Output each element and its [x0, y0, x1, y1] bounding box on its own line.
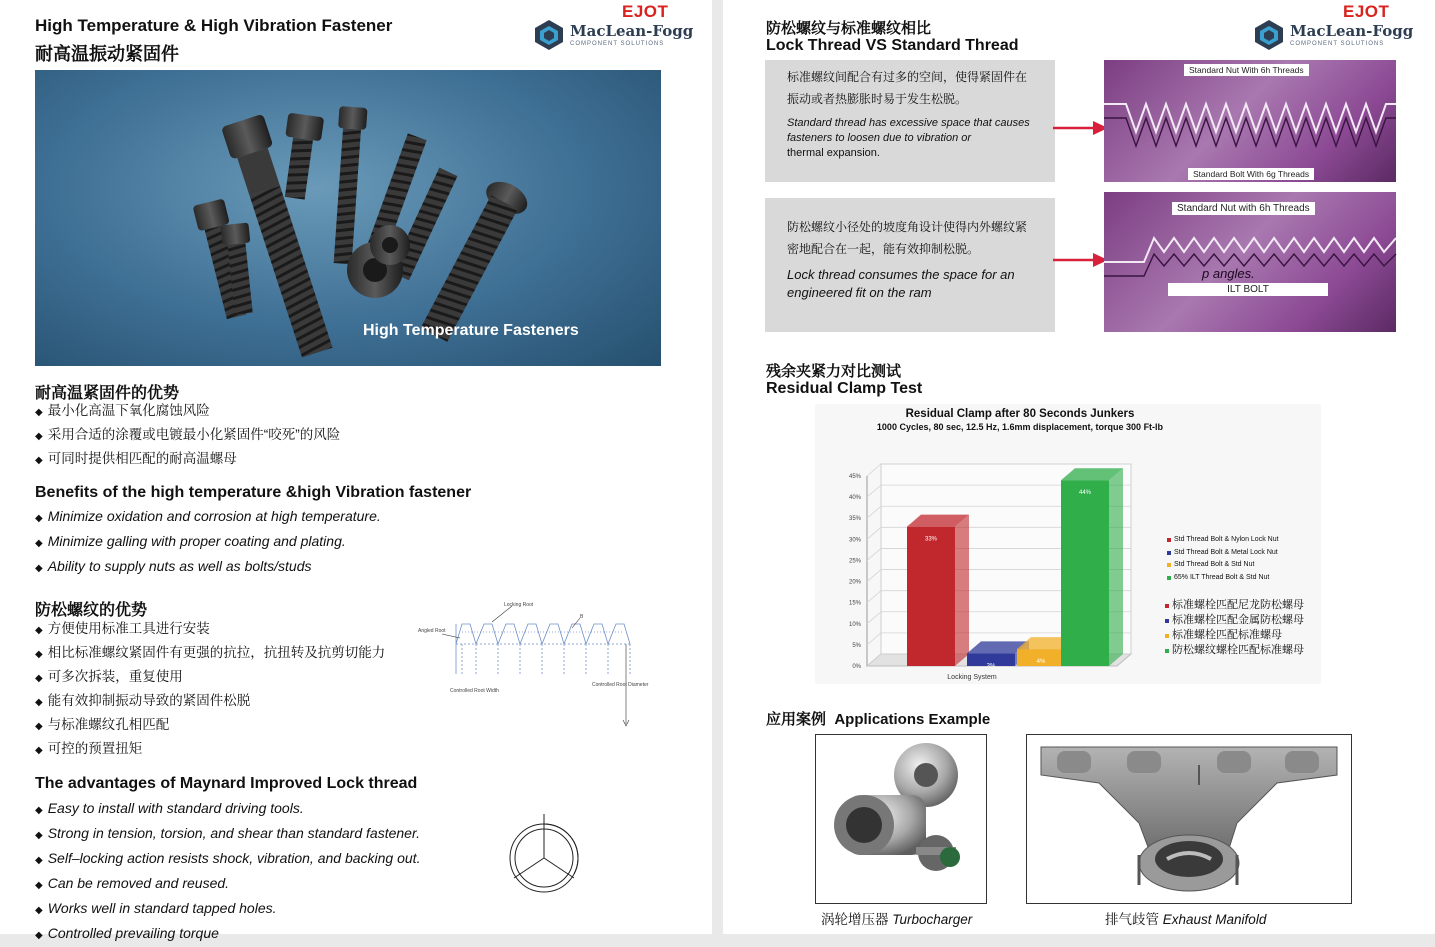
ejot-logo: EJOT	[622, 2, 669, 21]
left-page	[0, 0, 712, 941]
thread-cross-section-diagram	[500, 812, 588, 902]
chart-x-axis-label: Locking System	[947, 674, 997, 681]
maclean-fogg-sub: COMPONENT SOLUTIONS	[1290, 40, 1385, 47]
maclean-fogg-name: MacLean-Fogg	[1290, 21, 1414, 40]
legend-swatch	[1167, 576, 1171, 580]
chart-data-label: 3%	[986, 663, 996, 670]
exhaust-manifold-caption: 排气歧管 Exhaust Manifold	[1105, 912, 1267, 927]
maclean-fogg-name: MacLean-Fogg	[570, 21, 694, 40]
residual-title-en: Residual Clamp Test	[766, 380, 923, 397]
list-item: ◆ Ability to supply nuts as well as bolts/studs	[35, 558, 312, 574]
applications-title: 应用案例 Applications Example	[766, 711, 991, 728]
hexagon-logo-icon	[1254, 19, 1284, 51]
advantages-cn-list	[35, 400, 340, 472]
lock-nut-label: Standard Nut with 6h Threads	[1172, 202, 1315, 215]
chart-legend-cn	[1165, 598, 1304, 658]
hero-fasteners-image	[35, 70, 661, 366]
maclean-fogg-logo	[1254, 19, 1413, 51]
legend-swatch	[1165, 604, 1169, 608]
chart-y-tick-label: 10%	[848, 621, 861, 628]
angles-text: p angles.	[1202, 266, 1255, 281]
chart-y-tick-label: 15%	[848, 600, 861, 607]
advantages-cn-title: 耐高温紧固件的优势	[35, 385, 180, 402]
list-item: ◆ Self–locking action resists shock, vibration, and backing out.	[35, 850, 421, 866]
chart-title: Residual Clamp after 80 Seconds Junkers	[905, 408, 1135, 420]
legend-swatch	[1167, 563, 1171, 567]
arrow-right-icon	[1053, 120, 1108, 136]
turbocharger-caption: 涡轮增压器 Turbocharger	[821, 912, 973, 927]
lock-thread-cn: 防松螺纹小径处的坡度角设计使得内外螺纹紧密地配合在一起，能有效抑制松脱。	[787, 220, 1028, 256]
lock-thread-en: Lock thread consumes the space for an engineered fit on the ram	[787, 267, 1015, 300]
maclean-fogg-sub: COMPONENT SOLUTIONS	[570, 40, 665, 47]
legend-swatch	[1167, 538, 1171, 542]
list-item: ◆ 可控的预置扭矩	[35, 741, 143, 756]
lock-cn-list	[35, 618, 385, 762]
std-nut-label: Standard Nut With 6h Threads	[1184, 64, 1309, 76]
legend-swatch	[1165, 649, 1169, 653]
legend-item: 防松螺纹螺栓匹配标准螺母	[1165, 643, 1304, 658]
lock-thread-description	[765, 198, 1055, 332]
chart-bar	[1061, 480, 1109, 666]
controlled-root-diameter-label: Controlled Root Diameter	[592, 682, 649, 688]
chart-y-tick-label: 30%	[848, 537, 861, 544]
list-item: ◆ 最小化高温下氧化腐蚀风险	[35, 403, 210, 418]
list-item: ◆ 与标准螺纹孔相匹配	[35, 717, 170, 732]
list-item: ◆ 能有效抑制振动导致的紧固件松脱	[35, 693, 251, 708]
list-item: ◆ Minimize oxidation and corrosion at high temperature.	[35, 508, 381, 524]
legend-item: 标准螺栓匹配金属防松螺母	[1165, 613, 1304, 628]
ejot-logo: EJOT	[1343, 2, 1390, 21]
list-item: ◆ 可同时提供相匹配的耐高温螺母	[35, 451, 237, 466]
legend-swatch	[1167, 551, 1171, 555]
hero-caption: High Temperature Fasteners	[363, 322, 579, 339]
chart-data-label: 44%	[1078, 490, 1092, 497]
list-item: ◆ Can be removed and reused.	[35, 875, 230, 891]
legend-item: Std Thread Bolt & Nylon Lock Nut	[1167, 534, 1279, 547]
list-item: ◆ 采用合适的涂覆或电镀最小化紧固件“咬死”的风险	[35, 427, 341, 442]
chart-y-tick-label: 45%	[848, 474, 861, 480]
exhaust-manifold-image	[1026, 734, 1352, 904]
thread-profile-diagram	[412, 596, 674, 730]
std-bolt-label: Standard Bolt With 6g Threads	[1188, 168, 1314, 180]
legend-item: 标准螺栓匹配标准螺母	[1165, 628, 1304, 643]
compare-title-en: Lock Thread VS Standard Thread	[766, 37, 1019, 54]
chart-y-tick-label: 25%	[848, 558, 861, 565]
chart-y-tick-label: 20%	[848, 579, 861, 586]
chart-y-tick-label: 5%	[852, 642, 861, 649]
maynard-title: The advantages of Maynard Improved Lock thread	[35, 775, 418, 792]
list-item: ◆ Strong in tension, torsion, and shear than standard fastener.	[35, 825, 420, 841]
standard-thread-cn: 标准螺纹间配合有过多的空间，使得紧固件在振动或者热膨胀时易于发生松脱。	[787, 70, 1028, 106]
chart-bar-side	[955, 515, 969, 666]
angled-root-label: Angled Root	[418, 628, 446, 634]
standard-thread-en-b: thermal expansion.	[787, 147, 880, 159]
legend-item: 65% ILT Thread Bolt & Std Nut	[1167, 572, 1279, 585]
maynard-list	[35, 797, 420, 947]
list-item: ◆ Minimize galling with proper coating and plating.	[35, 533, 346, 549]
page-title-en: High Temperature & High Vibration Fastener	[35, 16, 393, 35]
legend-item: 标准螺栓匹配尼龙防松螺母	[1165, 598, 1304, 613]
lock-thread-image	[1104, 192, 1396, 332]
lock-cn-title: 防松螺纹的优势	[35, 602, 148, 619]
chart-y-tick-label: 40%	[848, 495, 861, 502]
list-item: ◆ 相比标准螺纹紧固件有更强的抗拉，抗扭转及抗剪切能力	[35, 645, 386, 660]
turbocharger-image	[815, 734, 987, 904]
compare-title-cn: 防松螺纹与标准螺纹相比	[766, 20, 932, 37]
controlled-root-width-label: Controlled Root Width	[450, 688, 499, 694]
legend-item: Std Thread Bolt & Std Nut	[1167, 559, 1279, 572]
standard-thread-description	[765, 60, 1055, 182]
hexagon-logo-icon	[534, 19, 564, 51]
right-page	[723, 0, 1435, 934]
standard-thread-image	[1104, 60, 1396, 182]
list-item: ◆ Controlled prevailing torque	[35, 925, 219, 941]
list-item: ◆ 可多次拆装，重复使用	[35, 669, 183, 684]
chart-legend-en	[1167, 534, 1279, 584]
chart-y-tick-label: 35%	[848, 516, 861, 523]
benefits-en-list	[35, 505, 381, 580]
page-title-cn: 耐高温振动紧固件	[35, 44, 179, 64]
chart-data-label: 33%	[924, 536, 938, 543]
list-item: ◆ Works well in standard tapped holes.	[35, 900, 277, 916]
chart-bar	[907, 527, 955, 666]
list-item: ◆ 方便使用标准工具进行安装	[35, 621, 210, 636]
legend-item: Std Thread Bolt & Metal Lock Nut	[1167, 547, 1279, 560]
maclean-fogg-logo	[534, 19, 693, 51]
list-item: ◆ Easy to install with standard driving tools.	[35, 800, 304, 816]
arrow-right-icon	[1053, 252, 1108, 268]
legend-swatch	[1165, 634, 1169, 638]
chart-plot	[815, 404, 1155, 684]
chart-subtitle: 1000 Cycles, 80 sec, 12.5 Hz, 1.6mm displacement, torque 300 Ft-lb	[876, 422, 1164, 432]
residual-title-cn: 残余夹紧力对比测试	[766, 363, 902, 380]
residual-clamp-chart	[815, 404, 1321, 684]
locking-root-label: Locking Root	[504, 602, 534, 608]
legend-swatch	[1165, 619, 1169, 623]
benefits-en-title: Benefits of the high temperature &high Vibration fastener	[35, 484, 472, 501]
chart-y-tick-label: 0%	[852, 664, 861, 670]
chart-data-label: 4%	[1036, 659, 1046, 666]
b-label: B	[580, 614, 584, 620]
chart-bar-side	[1109, 468, 1123, 666]
ilt-bolt-label: ILT BOLT	[1168, 283, 1328, 296]
standard-thread-en-a: Standard thread has excessive space that causes fasteners to loosen due to vibration or	[787, 117, 1030, 144]
